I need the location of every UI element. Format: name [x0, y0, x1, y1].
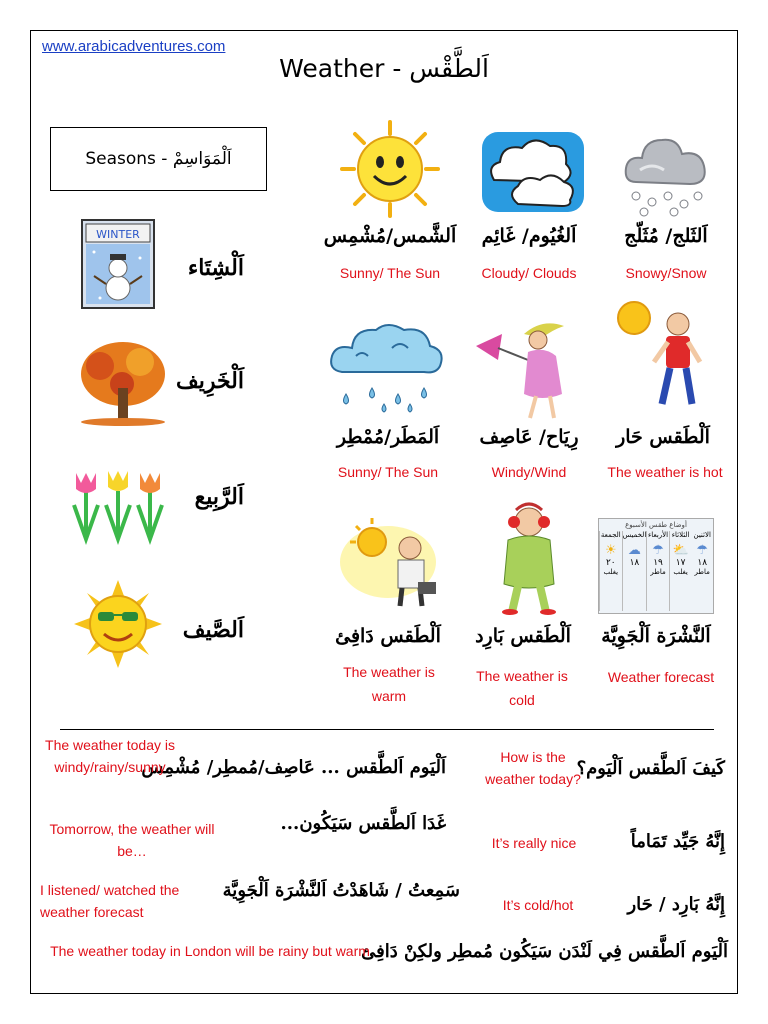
seasons-heading: Seasons - اَلْمَوَاسِمْ [50, 127, 267, 191]
phrase-how-en: How is the weather today? [485, 749, 581, 787]
weather-forecast-en: Weather forecast [607, 669, 715, 685]
season-summer: اَلصَّيف [182, 617, 244, 643]
cold-woman-icon [488, 500, 570, 616]
forecast-day: الخميس ☁ ١٨ [622, 531, 647, 611]
weather-windy-en: Windy/Wind [491, 464, 567, 480]
forecast-day: الأربعاء ☂ ١٩ ماطر [646, 531, 669, 611]
season-spring: اَلرَّبِيع [194, 484, 244, 510]
weather-rain-en: Sunny/ The Sun [337, 464, 439, 480]
forecast-day: الثلاثاء ⛅ ١٧ يغلب [669, 531, 692, 611]
weather-cold-ar: اَلْطَقس بَارِد [475, 625, 571, 647]
weather-clouds-en: Cloudy/ Clouds [481, 265, 577, 281]
phrase-listened-en: I listened/ watched the weather forecast [40, 882, 180, 920]
season-winter: اَلْشِتَاء [187, 255, 244, 281]
clouds-icon [478, 124, 588, 216]
weather-clouds-ar: اَلغُيُوم/ غَائِم [481, 225, 577, 247]
page-title: Weather - اَلطَّقْس [279, 54, 489, 83]
forecast-day: الجمعة ☀ ٢٠ يغلب [599, 531, 622, 611]
weather-warm-en: The weather is warm [343, 664, 435, 704]
forecast-header: أوضاع طقس الأسبوع [625, 521, 687, 529]
weather-hot-en: The weather is hot [607, 464, 723, 480]
rain-cloud-icon [326, 318, 448, 414]
site-link[interactable]: www.arabicadventures.com [42, 38, 226, 55]
weather-sunny-ar: اَلشَّمس/مُشْمِس [323, 225, 457, 247]
phrase-today-ar: اَلْيَوم اَلطَّقس ... عَاصِف/مُمطِر/ مُشْمِس [141, 757, 446, 778]
weather-snow-ar: اَلثَلج/ مُثَلّج [624, 225, 708, 247]
phrase-nice-en: It’s really nice [491, 835, 577, 851]
weather-rain-ar: اَلمَطَر/مُمْطِر [336, 426, 440, 448]
weather-warm-ar: اَلْطَقس دَافِئ [335, 625, 441, 647]
weather-cold-en: The weather is cold [476, 668, 568, 708]
weather-snow-en: Snowy/Snow [625, 265, 707, 281]
weather-hot-ar: اَلْطَقس حَار [616, 426, 710, 448]
phrase-tomorrow-en: Tomorrow, the weather will be… [49, 821, 215, 859]
snow-cloud-icon [622, 126, 710, 218]
season-autumn: اَلْخَرِيف [175, 368, 244, 394]
weather-sunny-en: Sunny/ The Sun [339, 265, 441, 281]
phrase-london-ar: اَلْيَوم اَلطَّقس فِي لَنْدَن سَيَكُون مُمطِر ولكِنْ دَافِئ [361, 941, 728, 962]
forecast-chart-icon [598, 518, 714, 614]
windy-woman-icon [472, 316, 584, 420]
section-divider [60, 729, 714, 730]
weather-windy-ar: رِيَاح/ عَاصِف [479, 426, 579, 448]
phrase-london-en: The weather today in London will be rainy but warm [50, 943, 370, 959]
hot-man-icon [612, 296, 710, 408]
phrase-nice-ar: إِنَّهُ جَيِّد تَمَاماً [630, 831, 725, 852]
warm-man-icon [336, 512, 446, 608]
phrase-how-ar: كَيفَ اَلطَّقس اَلْيَوم؟ [576, 758, 725, 779]
weather-forecast-ar: اَلنَّشْرَة اَلْجَوِيَّة [601, 625, 711, 647]
forecast-day: الاثنين ☂ ١٨ ماطر [693, 531, 711, 576]
phrase-coldhot-en: It’s cold/hot [502, 897, 574, 913]
smiling-sun-icon [338, 118, 442, 220]
phrase-coldhot-ar: إِنَّهُ بَارِد / حَار [627, 894, 725, 915]
phrase-listened-ar: سَمِعتُ / شَاهَدْتُ اَلنَّشْرَة اَلْجَوِيَّة [222, 880, 460, 901]
phrase-tomorrow-ar: غَدَا اَلطَّقس سَيَكُون... [280, 813, 446, 834]
winter-sign-text: WINTER [96, 228, 140, 241]
phrase-today-en: The weather today is windy/rainy/sunny [45, 737, 175, 775]
